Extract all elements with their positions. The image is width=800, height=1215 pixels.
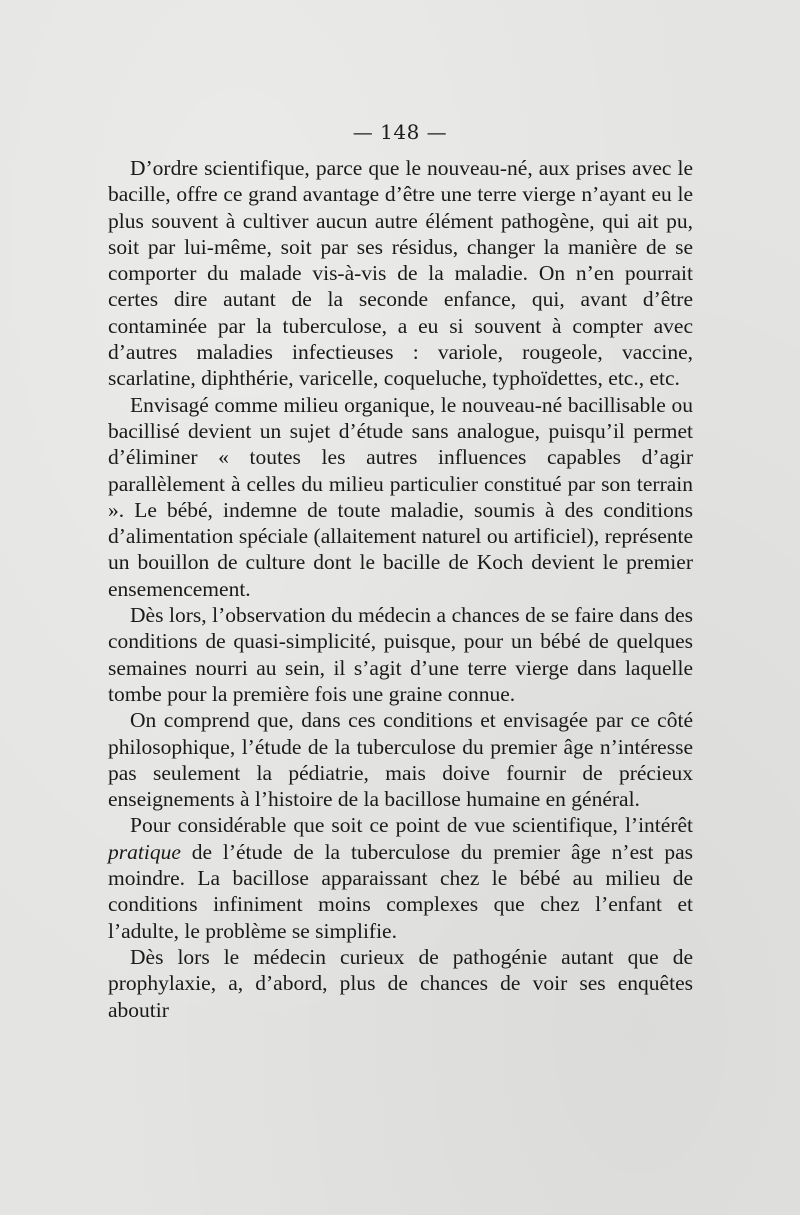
paragraph-6: Dès lors le médecin curieux de pathogénie autant que de prophylaxie, a, d’abord, plus de chances de voir ses enquêtes aboutir	[108, 944, 693, 1022]
paragraph-2: Envisagé comme milieu organique, le nouveau-né bacillisable ou bacillisé devient un sujet d’étude sans analogue, puisqu’il permet d’éliminer « toutes les autres influences capables d’agir parallèlement à celles du milieu particulier constitué par son terrain ». Le bébé, indemne de toute maladie, soumis à des conditions d’alimentation spéciale (allaitement naturel ou artificiel), représente un bouillon de culture dont le bacille de Koch devient le premier ensemencement.	[108, 392, 693, 601]
paragraph-4: On comprend que, dans ces conditions et envisagée par ce côté philosophique, l’étude de la tuberculose du premier âge n’intéresse pas seulement la pédiatrie, mais doive fournir de précieux enseignements à l’histoire de la bacillose humaine en général.	[108, 708, 693, 812]
body-text	[108, 155, 693, 1023]
paragraph-5-before: Pour considérable que soit ce point de vue scientifique, l’intérêt	[130, 813, 693, 838]
paragraph-3: Dès lors, l’observation du médecin a chances de se faire dans des conditions de quasi-simplicité, puisque, pour un bébé de quelques semaines nourri au sein, il s’agit d’une terre vierge dans laquelle tombe pour la première fois une graine connue.	[108, 603, 693, 706]
paragraph-5-after: de l’étude de la tuberculose du premier âge n’est pas moindre. La bacillose apparaissant chez le bébé au milieu de conditions infiniment moins complexes que chez l’enfant et l’adulte, le problème se simplifie.	[108, 839, 693, 943]
page-number: — 148 —	[352, 120, 448, 144]
emphasis-pratique: pratique	[108, 839, 181, 864]
paragraph-5	[108, 812, 693, 943]
paragraph-1: D’ordre scientifique, parce que le nouveau-né, aux prises avec le bacille, offre ce grand avantage d’être une terre vierge n’ayant eu le plus souvent à cultiver aucun autre élément pathogène, qui ait pu, soit par lui-même, soit par ses résidus, changer la manière de se comporter du malade vis-à-vis de la maladie. On n’en pourrait certes dire autant de la seconde enfance, qui, avant d’être contaminée par la tuberculose, a eu si souvent à compter avec d’autres maladies infectieuses : variole, rougeole, vaccine, scarlatine, diphthérie, varicelle, coqueluche, typhoïdettes, etc., etc.	[108, 156, 693, 391]
